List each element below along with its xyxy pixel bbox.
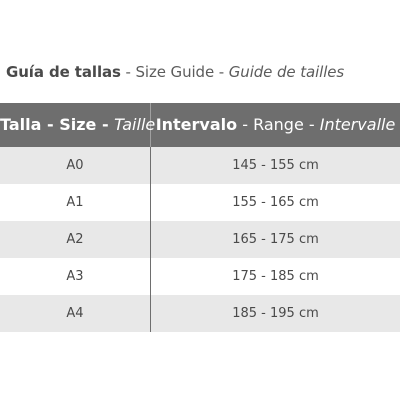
title-separator: - (120, 63, 136, 81)
header-range-es: Intervalo (155, 115, 238, 134)
title-french: Guide de tailles (228, 63, 345, 81)
header-size-fr: Taille (114, 115, 156, 134)
header-size-es: Talla (0, 115, 42, 134)
cell-range: 165 - 175 cm (232, 232, 319, 247)
table-row (0, 258, 400, 295)
header-size-en: Size (59, 115, 97, 134)
table-row (0, 184, 400, 221)
title-separator: - (214, 63, 229, 81)
title-english: Size Guide (135, 63, 215, 81)
header-separator: - (41, 115, 60, 134)
cell-range: 145 - 155 cm (232, 158, 319, 173)
header-range (151, 103, 400, 147)
header-range-en: Range (253, 115, 304, 134)
cell-range: 185 - 195 cm (232, 306, 319, 321)
table-row (0, 221, 400, 258)
cell-size: A4 (0, 295, 151, 332)
page-title (6, 63, 344, 81)
table-row (0, 147, 400, 184)
table-header (0, 103, 400, 147)
header-separator: - (237, 115, 254, 134)
cell-size: A2 (0, 221, 151, 258)
header-range-fr: Intervalle (319, 115, 396, 134)
size-table (0, 103, 400, 332)
cell-size: A1 (0, 184, 151, 221)
cell-range: 175 - 185 cm (232, 269, 319, 284)
cell-size: A0 (0, 147, 151, 184)
cell-range: 155 - 165 cm (232, 195, 319, 210)
header-separator: - (96, 115, 115, 134)
cell-size: A3 (0, 258, 151, 295)
header-separator: - (303, 115, 320, 134)
header-size (0, 103, 156, 147)
title-spanish: Guía de tallas (6, 63, 121, 81)
table-row (0, 295, 400, 332)
